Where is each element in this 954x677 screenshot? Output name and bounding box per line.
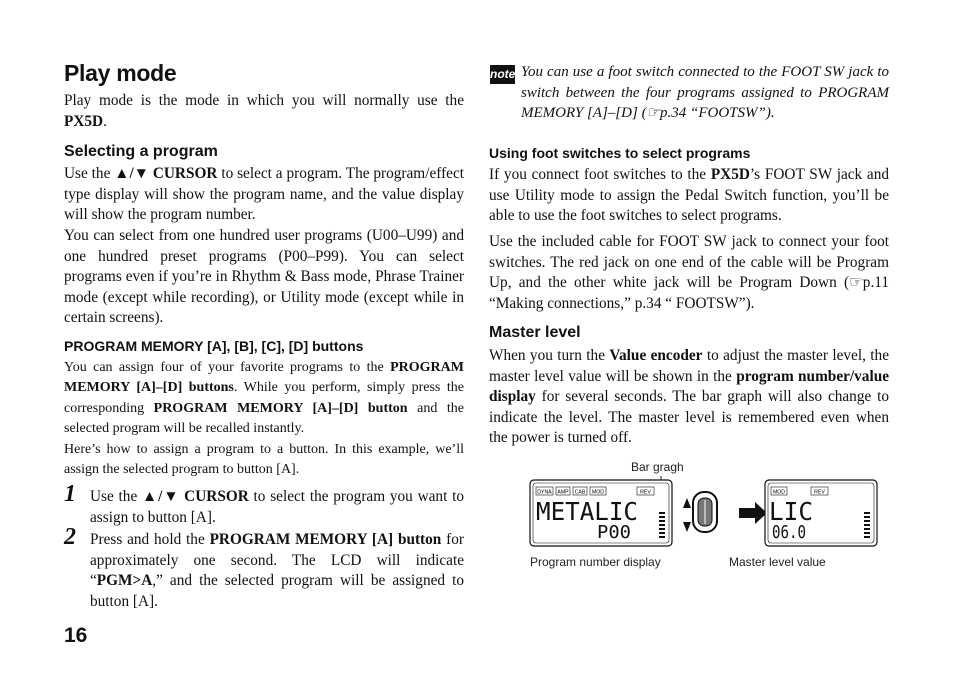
lcd1-program-number: P00 [597,522,631,543]
program-memory-paragraph-1: You can assign four of your favorite programs to the PROGRAM MEMORY [A]–[D] buttons. While you perform, simply press the corresponding PROGRAM MEMORY [A]–[D] button and the selected program will be recalled instantly. [64,360,464,437]
label-master-level-value: Master level value [729,555,826,569]
step-number: 1 [64,481,76,507]
page-number: 16 [64,624,88,647]
foot-switch-paragraph-1: If you connect foot switches to the PX5D’s FOOT SW jack and use Utility mode to assign the Pedal Switch function, you’ll be able to use the foot switches to select programs. [489,166,890,225]
page-title: Play mode [64,60,177,86]
lcd-display-1 [530,480,672,546]
selecting-paragraph-2: You can select from one hundred user programs (U00–U99) and one hundred preset programs (P00–P99). You can select programs even if you’re in Rhythm & Bass mode, Phrase Trainer mode (except while recording), or Utility mode (except while in certain screens). [64,227,464,327]
badge-mod: MOD [772,489,786,496]
intro-paragraph: Play mode is the mode in which you will normally use the PX5D. [64,92,464,130]
badge-cab: CAB [574,489,586,496]
label-program-number-display: Program number display [530,555,661,569]
step-1 [64,481,464,528]
label-bar-graph: Bar gragh [631,460,684,474]
lcd1-program-name: METALIC [536,497,638,526]
foot-switch-paragraph-2: Use the included cable for FOOT SW jack to connect your foot switches. The red jack on one end of the cable will be Program Up, and the other white jack will be Program Down (☞p.11 “Making connections,” p.34 “ FOOTSW”). [489,233,889,312]
heading-selecting-program: Selecting a program [64,143,218,160]
badge-rev: REV [814,489,825,496]
badge-rev: REV [640,489,651,496]
heading-foot-switches: Using foot switches to select programs [489,145,751,161]
step-text: Press and hold the PROGRAM MEMORY [A] button for approximately one second. The LCD will indicate “PGM>A,” and the selected program will be assigned to button [A]. [90,531,464,610]
heading-master-level: Master level [489,324,581,341]
master-level-paragraph: When you turn the Value encoder to adjust the master level, the master level value will be shown in the program number/value display for several seconds. The bar graph will also change to indicate the level. The master level is remembered even when the power is turned off. [489,347,889,447]
note-icon: note [490,65,515,84]
badge-dyna: DYNA [537,489,552,496]
selecting-paragraph-1: Use the ▲/▼ CURSOR to select a program. The program/effect type display will show the program name, and the value display will show the program number. [64,165,464,224]
program-memory-text [64,358,464,480]
program-memory-paragraph-2: Here’s how to assign a program to a button. In this example, we’ll assign the selected program to button [A]. [64,441,464,478]
step-number: 2 [64,524,76,550]
note-text: You can use a foot switch connected to the FOOT SW jack to switch between the four programs assigned to PROGRAM MEMORY [A]–[D] (☞p.34 “FOOTSW”). [521,64,889,121]
badge-amp: AMP [557,489,569,496]
step-text: Use the ▲/▼ CURSOR to select the program you want to assign to button [A]. [90,488,464,526]
badge-mod: MOD [591,489,605,496]
value-encoder-icon [683,492,717,532]
arrow-right-icon [739,502,767,524]
lcd-figure [525,470,885,552]
lcd2-program-name: LIC [769,497,813,526]
lcd2-master-level-value: 06.0 [772,522,806,543]
lcd-display-2 [765,480,877,546]
step-2 [64,524,464,612]
heading-program-memory: PROGRAM MEMORY [A], [B], [C], [D] buttons [64,338,364,354]
